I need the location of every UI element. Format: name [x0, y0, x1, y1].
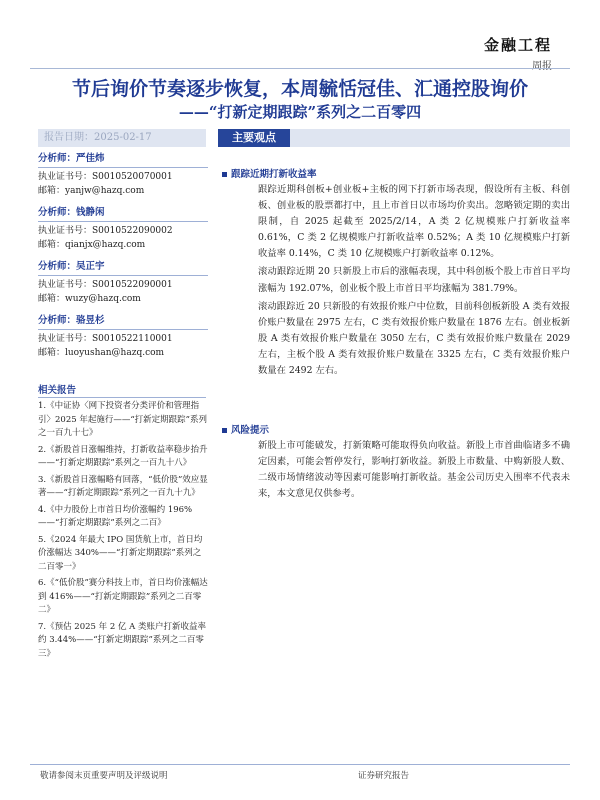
paragraph: 新股上市可能破发，打新策略可能取得负向收益。新股上市首曲临诸多不确定因素，可能会暂停发行，影响打新收益。新股上市数量、中购新股人数、二级市场情绪波动等因素可能影响打新收益。基金公司历史入围率不代表未来，本文意见仅供参考。 [258, 440, 570, 500]
analyst-cert: 执业证书号：S0010522090001 [38, 280, 173, 290]
analyst-block [38, 152, 208, 198]
header-divider [30, 68, 570, 69]
related-report-item[interactable]: 5.《2024 年最大 IPO 国货航上市，首日均价涨幅达 340%——“打新定期跟踪”系列之二百零一》 [38, 534, 203, 572]
analyst-cert: 执业证书号：S0010522090002 [38, 226, 173, 236]
report-date: 报告日期：2025-02-17 [38, 129, 206, 147]
analyst-email[interactable]: 邮箱：qianjx@hazq.com [38, 240, 146, 250]
analyst-block [38, 206, 208, 252]
brand-label: 金融工程 [483, 36, 552, 54]
main-points-tab: 主要观点 [218, 129, 290, 147]
analyst-email[interactable]: 邮箱：wuzy@hazq.com [38, 294, 141, 304]
bullet-square-icon [222, 172, 227, 177]
related-report-item[interactable]: 2.《新股首日涨幅维持，打新收益率稳步抬升——“打新定期跟踪”系列之一百九十八》 [38, 444, 208, 468]
section-heading-text: 跟踪近期打新收益率 [231, 169, 317, 180]
report-title: 节后询价节奏逐步恢复，本周毓恬冠佳、汇通控股询价 [71, 78, 528, 100]
related-report-item[interactable]: 3.《新股首日涨幅略有回落，“低价股”效应显著——“打新定期跟踪”系列之一百九十九》 [38, 474, 208, 498]
footer-disclaimer: 敬请参阅末页重要声明及评级说明 [40, 771, 168, 781]
paragraph: 滚动跟踪近 20 只新股的有效报价账户中位数，目前科创板新股 A 类有效报价账户数量在 2975 左右，C 类有效报价账户数量在 1876 左右。创业板新股 A 类有效报价账户数量在 3050 左右，C 类有效报价账户数量在 2029 左右，主板个股 A 类有效报价账户数量在 3325 左右，C 类有效报价账户数量在 2492 左右。 [258, 300, 570, 377]
related-reports-list [38, 400, 208, 664]
related-report-item[interactable]: 6.《“低价股”赛分科技上市，首日均价涨幅达到 416%——“打新定期跟踪”系列之二百零二》 [38, 578, 208, 615]
related-reports-heading: 相关报告 [38, 382, 206, 398]
footer-report-type: 证券研究报告 [358, 771, 410, 781]
related-report-item[interactable]: 1.《中证协〈网下投资者分类评价和管理指引〉2025 年起施行——“打新定期跟踪”系列之一百九十七》 [38, 401, 208, 438]
analyst-name: 分析师：严佳炜 [38, 152, 208, 168]
analyst-name: 分析师：钱静闲 [38, 206, 208, 222]
related-report-item[interactable]: 4.《中力股份上市首日均价涨幅约 196%——“打新定期跟踪”系列之二百》 [38, 504, 193, 528]
paragraph: 跟踪近期科创板+创业板+主板的网下打新市场表现，假设所有主板、科创板、创业板的股票都打中，且上市首日以市场均价卖出。忽略锁定期的卖出限制，自 2025 起截至 2025/2/14，A 类 2 亿规模账户打新收益率 0.61%，C 类 2 亿规模账户打新收益率 0.52%；A 类 10 亿规模账户打新收益率 0.14%，C 类 10 亿规模账户打新收益率 0.12%。 [258, 184, 570, 260]
section-heading-text: 风险提示 [231, 425, 270, 436]
analyst-cert: 执业证书号：S0010520070001 [38, 172, 173, 182]
analyst-email[interactable]: 邮箱：yanjw@hazq.com [38, 186, 145, 196]
bullet-square-icon [222, 428, 227, 433]
analyst-block [38, 260, 208, 306]
paragraph: 滚动跟踪近期 20 只新股上市后的涨幅表现，其中科创板个股上市首日平均涨幅为 192.07%，创业板个股上市首日平均涨幅为 381.79%。 [258, 266, 570, 294]
analyst-block [38, 314, 208, 360]
section-body-ipo-returns [258, 182, 570, 379]
analyst-email[interactable]: 邮箱：luoyushan@hazq.com [38, 348, 165, 358]
analyst-name: 分析师：骆昱杉 [38, 314, 208, 330]
doc-type-label: 周报 [532, 61, 552, 72]
analyst-name: 分析师：吴正宇 [38, 260, 208, 276]
analyst-cert: 执业证书号：S0010522110001 [38, 334, 173, 344]
section-heading-ipo-returns [222, 166, 317, 180]
footer-divider [30, 764, 570, 765]
section-body-risk [258, 438, 570, 502]
section-heading-risk [222, 422, 269, 436]
report-subtitle: ——“打新定期跟踪”系列之二百零四 [178, 103, 422, 121]
related-report-item[interactable]: 7.《预估 2025 年 2 亿 A 类账户打新收益率约 3.44%——“打新定期跟踪”系列之二百零三》 [38, 621, 207, 659]
